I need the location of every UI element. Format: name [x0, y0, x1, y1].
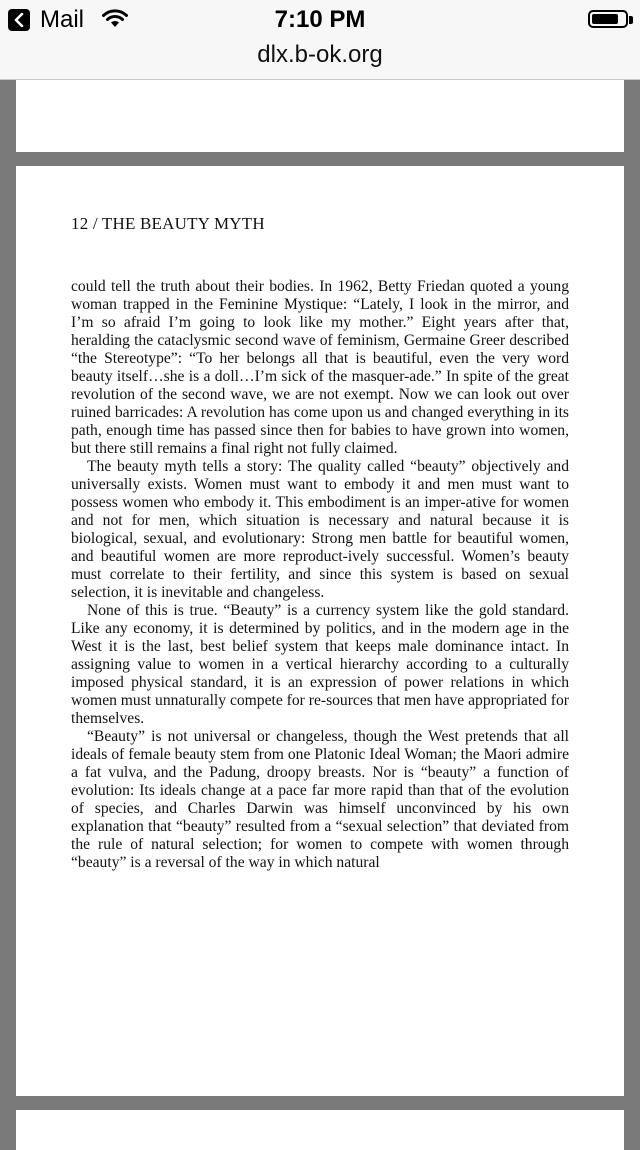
paragraph: None of this is true. “Beauty” is a currency system like the gold standard. Like any economy, it is determined by politics, and in the modern age in the West it is the last, best belief system that keeps male dominance intact. In assigning value to women in a vertical hierarchy according to a culturally imposed physical standard, it is an expression of power relations in which women must unnaturally compete for re-sources that men have appropriated for themselves. — [71, 602, 569, 727]
paragraph: could tell the truth about their bodies. In 1962, Betty Friedan quoted a young woman trapped in the Feminine Mystique: “Lately, I look in the mirror, and I’m so afraid I’m going to look like my mother.” Eight years after that, heralding the cataclysmic second wave of feminism, Germaine Greer described “the Stereotype”: “To her belongs all that is beautiful, even the very word beauty itself…she is a doll…I’m sick of the masquer-ade.” In spite of the great revolution of the second wave, we are not exempt. Now we can look out over ruined barricades: A revolution has come upon us and changed everything in its path, enough time has passed since then for babies to have grown into women, but there still remains a final right not fully claimed. — [71, 278, 569, 457]
battery-level — [592, 14, 618, 24]
status-time: 7:10 PM — [274, 6, 366, 33]
paragraph: The beauty myth tells a story: The quality called “beauty” objectively and universally exists. Women must want to embody it and men must want to possess women who embody it. This embodiment is an imper-ative for women and not for men, which situation is necessary and natural because it is biological, sexual, and evolutionary: Strong men battle for beautiful women, and beautiful women are more reproduct-ively successful. Women’s beauty must correlate to their fertility, and since this system is based on sexual selection, it is inevitable and changeless. — [71, 458, 569, 601]
paragraph: “Beauty” is not universal or changeless, though the West pretends that all ideals of female beauty stem from one Platonic Ideal Woman; the Maori admire a fat vulva, and the Padung, droopy breasts. Nor is “beauty” a function of evolution: Its ideals change at a pace far more rapid than that of the evolution of species, and Charles Darwin was himself unconvinced by his own explanation that “beauty” resulted from a “sexual selection” that deviated from the rule of natural selection; for women to compete with women through “beauty” is a reversal of the way in which natural — [71, 728, 569, 871]
status-bar — [0, 0, 640, 40]
running-head: 12 / THE BEAUTY MYTH — [71, 214, 265, 233]
next-page — [16, 1110, 624, 1150]
document-page — [16, 166, 624, 1096]
battery-icon — [588, 10, 628, 28]
body-text — [71, 278, 569, 872]
previous-page — [16, 80, 624, 152]
address-bar[interactable] — [0, 40, 640, 80]
battery-tip — [629, 16, 633, 24]
back-app-label[interactable]: Mail — [40, 6, 85, 33]
url-text[interactable]: dlx.b-ok.org — [257, 41, 383, 68]
